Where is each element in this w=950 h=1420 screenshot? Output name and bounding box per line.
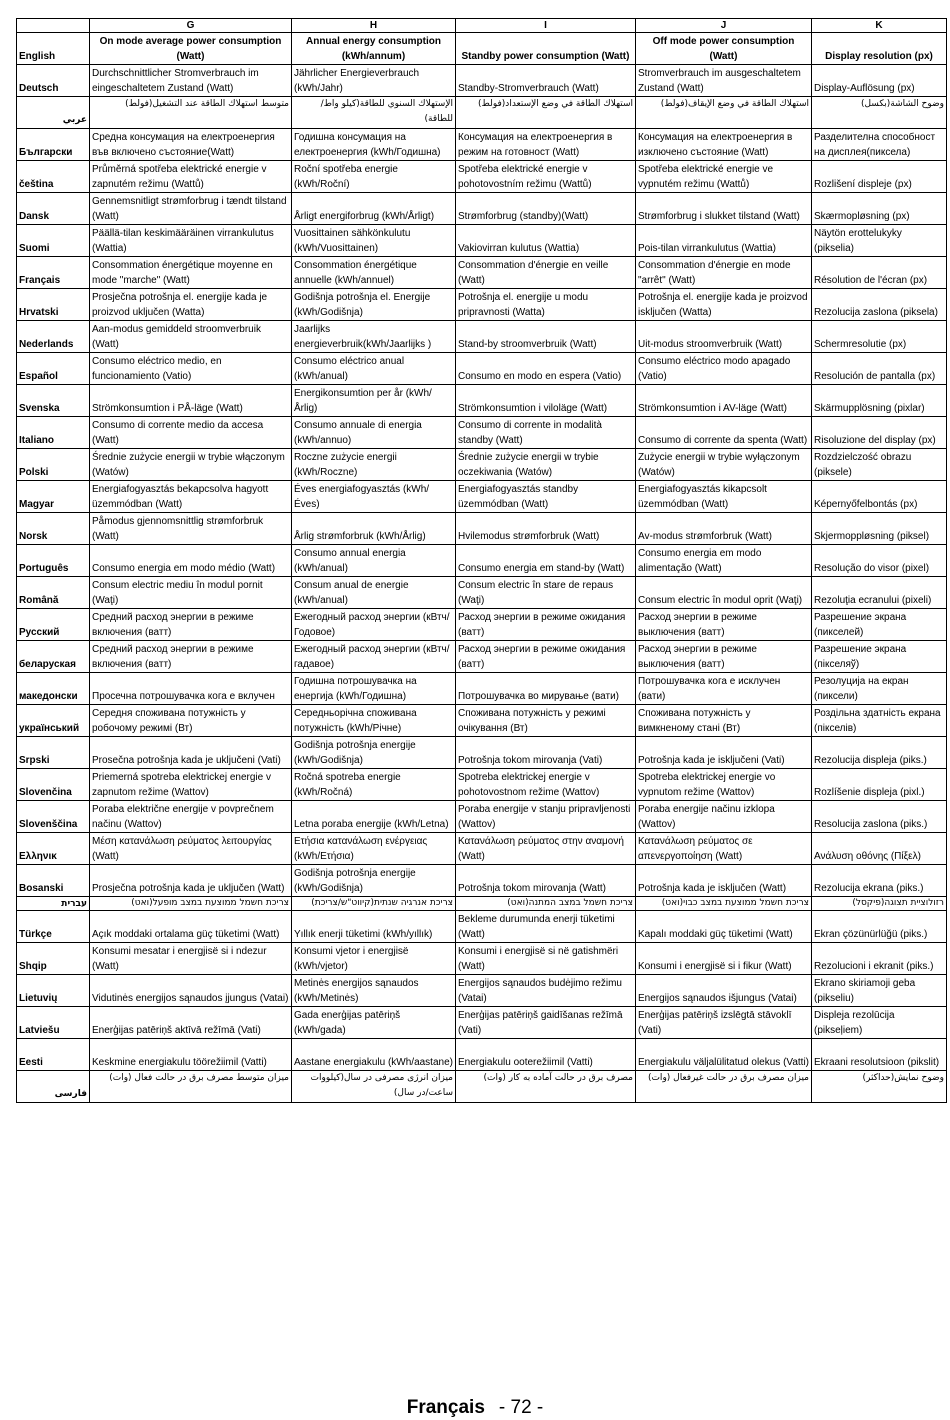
table-row (17, 705, 947, 737)
on-mode-cell: Durchschnittlicher Stromverbrauch im eingeschaltetem Zustand (Watt) (90, 65, 292, 97)
header-language: English (17, 33, 90, 65)
display-cell: Rezoluţia ecranului (pixeli) (812, 577, 947, 609)
off-mode-cell: Consumo di corrente da spenta (Watt) (636, 417, 812, 449)
row-language: Lietuvių (17, 975, 90, 1007)
row-language: Español (17, 353, 90, 385)
column-letter-h: H (292, 19, 456, 33)
standby-cell: Potrošnja tokom mirovanja (Vati) (456, 737, 636, 769)
on-mode-cell: Consommation énergétique moyenne en mode "marche" (Watt) (90, 257, 292, 289)
standby-cell: Energijos sąnaudos budėjimo režimu (Vatai) (456, 975, 636, 1007)
table-row (17, 257, 947, 289)
row-language: Italiano (17, 417, 90, 449)
on-mode-cell: Energiafogyasztás bekapcsolva hagyott üzemmódban (Watt) (90, 481, 292, 513)
on-mode-cell: Konsumi mesatar i energjisë si i ndezur (Watt) (90, 943, 292, 975)
table-row (17, 801, 947, 833)
standby-cell: Konsumi i energjisë si në gatishmëri (Watt) (456, 943, 636, 975)
display-cell: Ekraani resolutsioon (pikslit) (812, 1039, 947, 1071)
off-mode-cell: Energiafogyasztás kikapcsolt üzemmódban (Watt) (636, 481, 812, 513)
table-row (17, 609, 947, 641)
off-mode-cell: Расход энергии в режиме выключения (ватт) (636, 609, 812, 641)
on-mode-cell: Gennemsnitligt strømforbrug i tændt tilstand (Watt) (90, 193, 292, 225)
annual-cell: Konsumi vjetor i energjisë (kWh/vjetor) (292, 943, 456, 975)
table-row (17, 129, 947, 161)
table-row (17, 577, 947, 609)
standby-cell: Consumo di corrente in modalità standby (Watt) (456, 417, 636, 449)
off-mode-cell: Spotreba elektrickej energie vo vypnutom režime (Wattov) (636, 769, 812, 801)
off-mode-cell: Stromverbrauch im ausgeschaltetem Zustand (Watt) (636, 65, 812, 97)
display-cell: Роздільна здатність екрана (пікселів) (812, 705, 947, 737)
row-language: عربي (17, 97, 90, 129)
annual-cell: Roczne zużycie energii (kWh/Roczne) (292, 449, 456, 481)
table-row (17, 289, 947, 321)
table-row (17, 673, 947, 705)
row-language: Slovenščina (17, 801, 90, 833)
on-mode-cell: Consumo energia em modo médio (Watt) (90, 545, 292, 577)
table-row (17, 353, 947, 385)
display-cell: Schermresolutie (px) (812, 321, 947, 353)
display-cell: Display-Auflösung (px) (812, 65, 947, 97)
table-row (17, 1071, 947, 1103)
language-translation-table (16, 18, 947, 1103)
on-mode-cell: Consumo eléctrico medio, en funcionamiento (Vatio) (90, 353, 292, 385)
annual-cell: Éves energiafogyasztás (kWh/Éves) (292, 481, 456, 513)
standby-cell: Potrošnja el. energije u modu pripravnosti (Watta) (456, 289, 636, 321)
row-language: Polski (17, 449, 90, 481)
row-language: Română (17, 577, 90, 609)
on-mode-cell: Poraba električne energije v povprečnem načinu (Wattov) (90, 801, 292, 833)
display-cell: Skjermoppløsning (piksel) (812, 513, 947, 545)
off-mode-cell: Consum electric în modul oprit (Waţi) (636, 577, 812, 609)
row-language: Português (17, 545, 90, 577)
annual-cell: Consum anual de energie (kWh/anual) (292, 577, 456, 609)
on-mode-cell: Enerģijas patēriņš aktīvā režīmā (Vati) (90, 1007, 292, 1039)
on-mode-cell: Keskmine energiakulu töörežiimil (Vatti) (90, 1039, 292, 1071)
off-mode-cell: Kapalı moddaki güç tüketimi (Watt) (636, 911, 812, 943)
on-mode-cell: Μέση κατανάλωση ρεύματος λειτουργίας (Watt) (90, 833, 292, 865)
header-annual: Annual energy consumption (kWh/annum) (292, 33, 456, 65)
display-cell: Skærmopløsning (px) (812, 193, 947, 225)
off-mode-cell: استهلاك الطاقة في وضع الإيقاف(فولط) (636, 97, 812, 129)
annual-cell: Roční spotřeba energie (kWh/Roční) (292, 161, 456, 193)
standby-cell: Споживана потужність у режимі очікування (Вт) (456, 705, 636, 737)
on-mode-cell: Consum electric mediu în modul pornit (Waţi) (90, 577, 292, 609)
off-mode-cell: Consumo eléctrico modo apagado (Vatio) (636, 353, 812, 385)
on-mode-cell: Średnie zużycie energii w trybie włączonym (Watów) (90, 449, 292, 481)
off-mode-cell: Spotřeba elektrické energie ve vypnutém režimu (Wattů) (636, 161, 812, 193)
row-language: Türkçe (17, 911, 90, 943)
standby-cell: Spotřeba elektrické energie v pohotovostním režimu (Wattů) (456, 161, 636, 193)
table-row (17, 417, 947, 449)
row-language: Deutsch (17, 65, 90, 97)
annual-cell: میزان انرژی مصرفی در سال(کیلووات ساعت/در سال) (292, 1071, 456, 1103)
on-mode-cell: Průměrná spotřeba elektrické energie v zapnutém režimu (Wattů) (90, 161, 292, 193)
annual-cell: Ежегодный расход энергии (кВтч/Годовое) (292, 609, 456, 641)
standby-cell: مصرف برق در حالت آماده به کار (وات) (456, 1071, 636, 1103)
table-row (17, 641, 947, 673)
table-row (17, 737, 947, 769)
off-mode-cell: Strømforbrug i slukket tilstand (Watt) (636, 193, 812, 225)
display-cell: Skärmupplösning (pixlar) (812, 385, 947, 417)
on-mode-cell: Просечна потрошувачка кога е вклучен (90, 673, 292, 705)
annual-cell: Середньорічна споживана потужність (kWh/Річне) (292, 705, 456, 737)
standby-cell: Średnie zużycie energii w trybie oczekiwania (Watów) (456, 449, 636, 481)
on-mode-cell: میزان متوسط مصرف برق در حالت فعال (وات) (90, 1071, 292, 1103)
standby-cell: Κατανάλωση ρεύματος στην αναμονή (Watt) (456, 833, 636, 865)
row-language: беларуская (17, 641, 90, 673)
table-row (17, 943, 947, 975)
annual-cell: Ετήσια κατανάλωση ενέργειας (kWh/Ετήσια) (292, 833, 456, 865)
on-mode-cell: Средний расход энергии в режиме включения (ватт) (90, 641, 292, 673)
standby-cell: Vakiovirran kulutus (Wattia) (456, 225, 636, 257)
off-mode-cell: Pois-tilan virrankulutus (Wattia) (636, 225, 812, 257)
on-mode-cell: צריכת חשמל ממוצעת במצב מופעל(ואט) (90, 897, 292, 911)
off-mode-cell: Enerģijas patēriņš izslēgtā stāvoklī (Vati) (636, 1007, 812, 1039)
column-letter-row (17, 19, 947, 33)
annual-cell: Consumo annual energia (kWh/anual) (292, 545, 456, 577)
display-cell: רזולוציית תצוגה(פיקסל) (812, 897, 947, 911)
display-cell: Resolução do visor (pixel) (812, 545, 947, 577)
row-language: Bosanski (17, 865, 90, 897)
annual-cell: Jährlicher Energieverbrauch (kWh/Jahr) (292, 65, 456, 97)
on-mode-cell: Consumo di corrente medio da accesa (Watt) (90, 417, 292, 449)
off-mode-cell: Consumo energia em modo alimentação (Watt) (636, 545, 812, 577)
table-row (17, 1039, 947, 1071)
row-language: Français (17, 257, 90, 289)
table-row (17, 385, 947, 417)
display-cell: Разделителна способност на дисплея(пиксела) (812, 129, 947, 161)
row-language: Ελληνικ (17, 833, 90, 865)
on-mode-cell: Середня споживана потужність у робочому режимі (Вт) (90, 705, 292, 737)
annual-cell: Ежегодный расход энергии (кВтч/гадавое) (292, 641, 456, 673)
row-language: Suomi (17, 225, 90, 257)
table-row (17, 1007, 947, 1039)
table-row (17, 975, 947, 1007)
display-cell: Resolucija zaslona (piks.) (812, 801, 947, 833)
on-mode-cell: Vidutinės energijos sąnaudos įjungus (Vatai) (90, 975, 292, 1007)
display-cell: Ekrano skiriamoji geba (pikseliu) (812, 975, 947, 1007)
display-cell: Displeja rezolūcija (pikseļiem) (812, 1007, 947, 1039)
row-language: Nederlands (17, 321, 90, 353)
row-language: Hrvatski (17, 289, 90, 321)
annual-cell: Årlig strømforbruk (kWh/Årlig) (292, 513, 456, 545)
on-mode-cell: Prosečna potrošnja kada je uključeni (Vati) (90, 737, 292, 769)
footer-language: Français (406, 1397, 485, 1418)
row-language: македонски (17, 673, 90, 705)
off-mode-cell: Energijos sąnaudos išjungus (Vatai) (636, 975, 812, 1007)
standby-cell: Потрошувачка во мирување (вати) (456, 673, 636, 705)
off-mode-cell: Потрошувачка кога е исклучен (вати) (636, 673, 812, 705)
column-letter-g: G (90, 19, 292, 33)
table-row (17, 65, 947, 97)
off-mode-cell: Споживана потужність у вимкненому стані (Вт) (636, 705, 812, 737)
on-mode-cell: Средний расход энергии в режиме включения (ватт) (90, 609, 292, 641)
standby-cell: استهلاك الطاقة في وضع الإستعداد(فولط) (456, 97, 636, 129)
display-cell: Rozlíšenie displeja (pixl.) (812, 769, 947, 801)
annual-cell: Letna poraba energije (kWh/Letna) (292, 801, 456, 833)
off-mode-cell: Uit-modus stroomverbruik (Watt) (636, 321, 812, 353)
annual-cell: Ročná spotreba energie (kWh/Ročná) (292, 769, 456, 801)
off-mode-cell: Poraba energije načinu izklopa (Wattov) (636, 801, 812, 833)
off-mode-cell: Консумация на електроенергия в изключено състояние (Watt) (636, 129, 812, 161)
table-row (17, 449, 947, 481)
on-mode-cell: Средна консумация на електроенергия във включено състояние(Watt) (90, 129, 292, 161)
standby-cell: Enerģijas patēriņš gaidīšanas režīmā (Vati) (456, 1007, 636, 1039)
annual-cell: الإستهلاك السنوي للطاقة(كيلو واط/للطاقة) (292, 97, 456, 129)
display-cell: Rezolucija displeja (piks.) (812, 737, 947, 769)
off-mode-cell: Konsumi i energjisë si i fikur (Watt) (636, 943, 812, 975)
table-row (17, 833, 947, 865)
display-cell: Risoluzione del display (px) (812, 417, 947, 449)
off-mode-cell: Energiakulu väljalülitatud olekus (Vatti) (636, 1039, 812, 1071)
off-mode-cell: Strömkonsumtion i AV-läge (Watt) (636, 385, 812, 417)
row-language: Русский (17, 609, 90, 641)
row-language: Srpski (17, 737, 90, 769)
display-cell: Resolución de pantalla (px) (812, 353, 947, 385)
annual-cell: Godišnja potrošnja energije (kWh/Godišnja) (292, 737, 456, 769)
standby-cell: צריכת חשמל במצב המתנה(ואט) (456, 897, 636, 911)
row-language: Eesti (17, 1039, 90, 1071)
standby-cell: Standby-Stromverbrauch (Watt) (456, 65, 636, 97)
standby-cell: Energiafogyasztás standby üzemmódban (Watt) (456, 481, 636, 513)
display-cell: Резолуција на екран (пиксели) (812, 673, 947, 705)
standby-cell: Bekleme durumunda enerji tüketimi (Watt) (456, 911, 636, 943)
header-on-mode: On mode average power consumption (Watt) (90, 33, 292, 65)
off-mode-cell: Potrošnja el. energije kada je proizvod isključen (Watta) (636, 289, 812, 321)
on-mode-cell: Prosječna potrošnja kada je uključen (Watt) (90, 865, 292, 897)
row-language: український (17, 705, 90, 737)
standby-cell: Stand-by stroomverbruik (Watt) (456, 321, 636, 353)
on-mode-cell: Strömkonsumtion i PÅ-läge (Watt) (90, 385, 292, 417)
table-row (17, 911, 947, 943)
header-row (17, 33, 947, 65)
row-language: Български (17, 129, 90, 161)
header-standby: Standby power consumption (Watt) (456, 33, 636, 65)
display-cell: Näytön erottelukyky (pikselia) (812, 225, 947, 257)
display-cell: Rozdzielczość obrazu (piksele) (812, 449, 947, 481)
annual-cell: Consumo eléctrico anual (kWh/anual) (292, 353, 456, 385)
column-letter-i: I (456, 19, 636, 33)
annual-cell: Godišnja potrošnja el. Energije (kWh/Godišnja) (292, 289, 456, 321)
annual-cell: Consommation énergétique annuelle (kWh/annuel) (292, 257, 456, 289)
table-row (17, 321, 947, 353)
off-mode-cell: Potrošnja kada je isključen (Watt) (636, 865, 812, 897)
off-mode-cell: Zużycie energii w trybie wyłączonym (Watów) (636, 449, 812, 481)
row-language: Slovenčina (17, 769, 90, 801)
table-row (17, 545, 947, 577)
display-cell: Rozlišení displeje (px) (812, 161, 947, 193)
off-mode-cell: Av-modus strømforbruk (Watt) (636, 513, 812, 545)
annual-cell: Årligt energiforbrug (kWh/Årligt) (292, 193, 456, 225)
off-mode-cell: צריכת חשמל ממוצעת במצב כבוי(ואט) (636, 897, 812, 911)
table-row (17, 225, 947, 257)
row-language: فارسی (17, 1071, 90, 1103)
off-mode-cell: Potrošnja kada je isključeni (Vati) (636, 737, 812, 769)
standby-cell: Расход энергии в режиме ожидания (ватт) (456, 609, 636, 641)
annual-cell: Energikonsumtion per år (kWh/Årlig) (292, 385, 456, 417)
page-number: - 72 - (498, 1397, 544, 1418)
table-row (17, 769, 947, 801)
table-row (17, 865, 947, 897)
table-row (17, 193, 947, 225)
table-row (17, 97, 947, 129)
header-display: Display resolution (px) (812, 33, 947, 65)
annual-cell: Aastane energiakulu (kWh/aastane) (292, 1039, 456, 1071)
on-mode-cell: Priemerná spotreba elektrickej energie v zapnutom režime (Wattov) (90, 769, 292, 801)
display-cell: Képernyőfelbontás (px) (812, 481, 947, 513)
row-language: עברית (17, 897, 90, 911)
annual-cell: Gada enerģijas patēriņš (kWh/gada) (292, 1007, 456, 1039)
row-language: Dansk (17, 193, 90, 225)
display-cell: Ανάλυση οθόνης (Πίξελ) (812, 833, 947, 865)
annual-cell: Godišnja potrošnja energije (kWh/Godišnja) (292, 865, 456, 897)
annual-cell: Годишна потрошувачка на енергија (kWh/Годишна) (292, 673, 456, 705)
display-cell: وضوح الشاشة(بكسل) (812, 97, 947, 129)
standby-cell: Spotreba elektrickej energie v pohotovostnom režime (Wattov) (456, 769, 636, 801)
on-mode-cell: Prosječna potrošnja el. energije kada je proizvod uključen (Watta) (90, 289, 292, 321)
display-cell: Разрешение экрана (пiкселяў) (812, 641, 947, 673)
table-row (17, 161, 947, 193)
on-mode-cell: Påmodus gjennomsnittlig strømforbruk (Watt) (90, 513, 292, 545)
row-language: Latviešu (17, 1007, 90, 1039)
off-mode-cell: Consommation d'énergie en mode "arrêt" (Watt) (636, 257, 812, 289)
page-footer (0, 1396, 950, 1420)
standby-cell: Консумация на електроенергия в режим на готовност (Watt) (456, 129, 636, 161)
row-language: Shqip (17, 943, 90, 975)
on-mode-cell: Aan-modus gemiddeld stroomverbruik (Watt) (90, 321, 292, 353)
standby-cell: Potrošnja tokom mirovanja (Watt) (456, 865, 636, 897)
table-row (17, 897, 947, 911)
off-mode-cell: Κατανάλωση ρεύματος σε απενεργοποίηση (Watt) (636, 833, 812, 865)
column-letter-blank (17, 19, 90, 33)
standby-cell: Consommation d'énergie en veille (Watt) (456, 257, 636, 289)
column-letter-j: J (636, 19, 812, 33)
standby-cell: Strömkonsumtion i viloläge (Watt) (456, 385, 636, 417)
on-mode-cell: متوسط استهلاك الطاقة عند التشغيل(فولط) (90, 97, 292, 129)
standby-cell: Energiakulu ooterežiimil (Vatti) (456, 1039, 636, 1071)
display-cell: Rezolucija ekrana (piks.) (812, 865, 947, 897)
annual-cell: Vuosittainen sähkönkulutu (kWh/Vuosittainen) (292, 225, 456, 257)
display-cell: Ekran çözünürlüğü (piks.) (812, 911, 947, 943)
standby-cell: Strømforbrug (standby)(Watt) (456, 193, 636, 225)
standby-cell: Consum electric în stare de repaus (Waţi) (456, 577, 636, 609)
display-cell: Rezolucioni i ekranit (piks.) (812, 943, 947, 975)
standby-cell: Consumo en modo en espera (Vatio) (456, 353, 636, 385)
standby-cell: Hvilemodus strømforbruk (Watt) (456, 513, 636, 545)
annual-cell: Jaarlijks energieverbruik(kWh/Jaarlijks ) (292, 321, 456, 353)
table-row (17, 481, 947, 513)
on-mode-cell: Açık moddaki ortalama güç tüketimi (Watt) (90, 911, 292, 943)
off-mode-cell: میزان مصرف برق در حالت غیرفعال (وات) (636, 1071, 812, 1103)
table-body (17, 65, 947, 1103)
standby-cell: Consumo energia em stand-by (Watt) (456, 545, 636, 577)
off-mode-cell: Расход энергии в режиме выключения (ватт) (636, 641, 812, 673)
annual-cell: Consumo annuale di energia (kWh/annuo) (292, 417, 456, 449)
display-cell: Разрешение экрана (пикселей) (812, 609, 947, 641)
standby-cell: Poraba energije v stanju pripravljenosti (Wattov) (456, 801, 636, 833)
header-off-mode: Off mode power consumption (Watt) (636, 33, 812, 65)
display-cell: Rezolucija zaslona (piksela) (812, 289, 947, 321)
annual-cell: Metinės energijos sąnaudos (kWh/Metinės) (292, 975, 456, 1007)
annual-cell: צריכת אנרגיה שנתית(קיווט"ש/צריכת) (292, 897, 456, 911)
row-language: Svenska (17, 385, 90, 417)
annual-cell: Yıllık enerji tüketimi (kWh/yıllık) (292, 911, 456, 943)
row-language: Norsk (17, 513, 90, 545)
annual-cell: Годишна консумация на електроенергия (kWh/Годишна) (292, 129, 456, 161)
display-cell: Résolution de l'écran (px) (812, 257, 947, 289)
column-letter-k: K (812, 19, 947, 33)
row-language: čeština (17, 161, 90, 193)
on-mode-cell: Päällä-tilan keskimääräinen virrankulutus (Wattia) (90, 225, 292, 257)
display-cell: وضوح نمایش(حداکثر) (812, 1071, 947, 1103)
standby-cell: Расход энергии в режиме ожидания (ватт) (456, 641, 636, 673)
row-language: Magyar (17, 481, 90, 513)
table-row (17, 513, 947, 545)
